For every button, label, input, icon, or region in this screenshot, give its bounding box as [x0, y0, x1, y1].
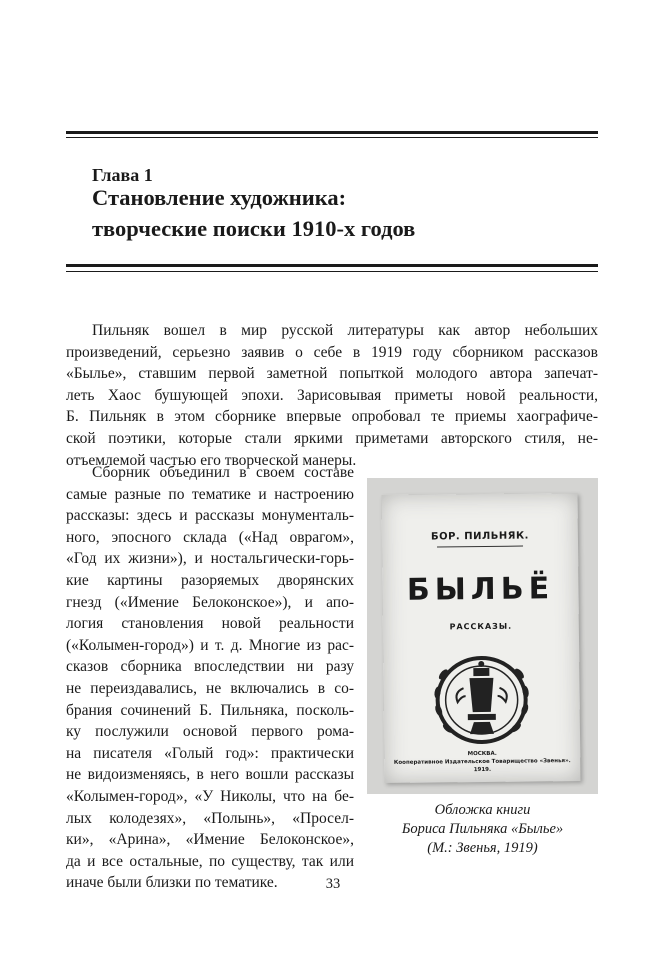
chapter-label: Глава 1 — [92, 165, 153, 185]
cover-subtitle: РАССКАЗЫ. — [449, 621, 513, 632]
cover-imprint — [384, 749, 580, 775]
text-line: произведений, серьезно заявив о себе в 1919 году сборником рассказов — [66, 343, 598, 361]
text-line: ской поэтики, которые стали яркими приметами авторского стиля, не- — [66, 429, 598, 447]
text-line: гнезд («Имение Белоконское»), и апо- — [66, 593, 354, 611]
wreath-ornament-icon — [421, 643, 542, 752]
page-number: 33 — [325, 876, 341, 892]
intro-paragraph — [66, 320, 598, 471]
text-line: ки», «Арина», «Имение Белоконское», — [66, 831, 354, 849]
cover-author: БОР. ПИЛЬНЯК. — [430, 530, 529, 543]
text-line: Б. Пильняк в этом сборнике впервые опробовал те приемы хаографиче- — [66, 408, 598, 426]
chapter-title-line: Становление художника: — [92, 185, 347, 210]
text-line: Пильняк вошел в мир русской литературы как автор небольших — [92, 322, 598, 339]
header-rule-thin-bottom — [66, 271, 598, 272]
caption-line: Бориса Пильняка «Былье» — [401, 821, 564, 837]
text-line: ку послужили основой первого рома- — [66, 723, 354, 741]
text-line: не видоизменяясь, в него вошли рассказы — [66, 766, 354, 784]
text-line: иначе были близки по тематике. — [66, 874, 278, 892]
text-line: «Год их жизни»), и ностальгически-горь- — [66, 550, 354, 568]
book-cover — [381, 493, 580, 783]
text-line: «Колымен-город», «У Николы, что на бе- — [66, 787, 354, 805]
text-line: на писателя «Голый год»: практически — [66, 744, 354, 762]
caption-line: Обложка книги — [434, 802, 531, 818]
book-cover-photo — [367, 478, 598, 794]
text-line: отъемлемой частью его творческой манеры. — [66, 451, 357, 469]
text-line: леть Хаос бушующей эпохи. Зарисовывая приметы новой реальности, — [66, 386, 598, 404]
text-line: брания сочинений Б. Пильняка, посколь- — [66, 701, 354, 719]
imprint-line: МОСКВА. — [467, 750, 497, 758]
text-line: «Былье», ставшим первой заметной попыткой молодого автора запечат- — [66, 365, 598, 383]
caption-line: (М.: Звенья, 1919) — [427, 840, 538, 856]
chapter-title — [92, 182, 415, 244]
chapter-title-line: творческие поиски 1910-х годов — [92, 216, 416, 241]
text-line: Сборник объединил в своем составе — [92, 464, 354, 481]
cover-title: БЫЛЬЁ — [406, 571, 555, 608]
text-line: ного, эпосного склада («Над оврагом», — [66, 528, 354, 546]
header-rule-thick-bottom — [66, 264, 598, 267]
text-line: лых колодезях», «Полынь», «Просел- — [66, 809, 354, 827]
header-rule-thin-top — [66, 137, 598, 138]
figure-caption — [367, 801, 598, 858]
text-line: («Колымен-город») и т. д. Многие из рас- — [66, 636, 354, 654]
text-line: да и все остальные, по существу, так или — [66, 852, 354, 870]
cover-author-underline — [437, 546, 523, 548]
imprint-line: 1919. — [473, 766, 492, 774]
text-line: не переиздавались, не включались в со- — [66, 679, 354, 697]
text-line: логия становления новой реальности — [66, 615, 354, 633]
text-line: самые разные по тематике и настроению — [66, 485, 354, 503]
text-line: рассказы: здесь и рассказы монументаль- — [66, 507, 354, 525]
imprint-line: Кооперативное Издательское Товарищество «Звенья». — [393, 758, 571, 766]
text-line: сказов сборника впоследствии ни разу — [66, 658, 354, 676]
header-rule-thick-top — [66, 131, 598, 134]
text-line: кие картины разоряемых дворянских — [66, 571, 354, 589]
collection-paragraph — [66, 462, 354, 894]
